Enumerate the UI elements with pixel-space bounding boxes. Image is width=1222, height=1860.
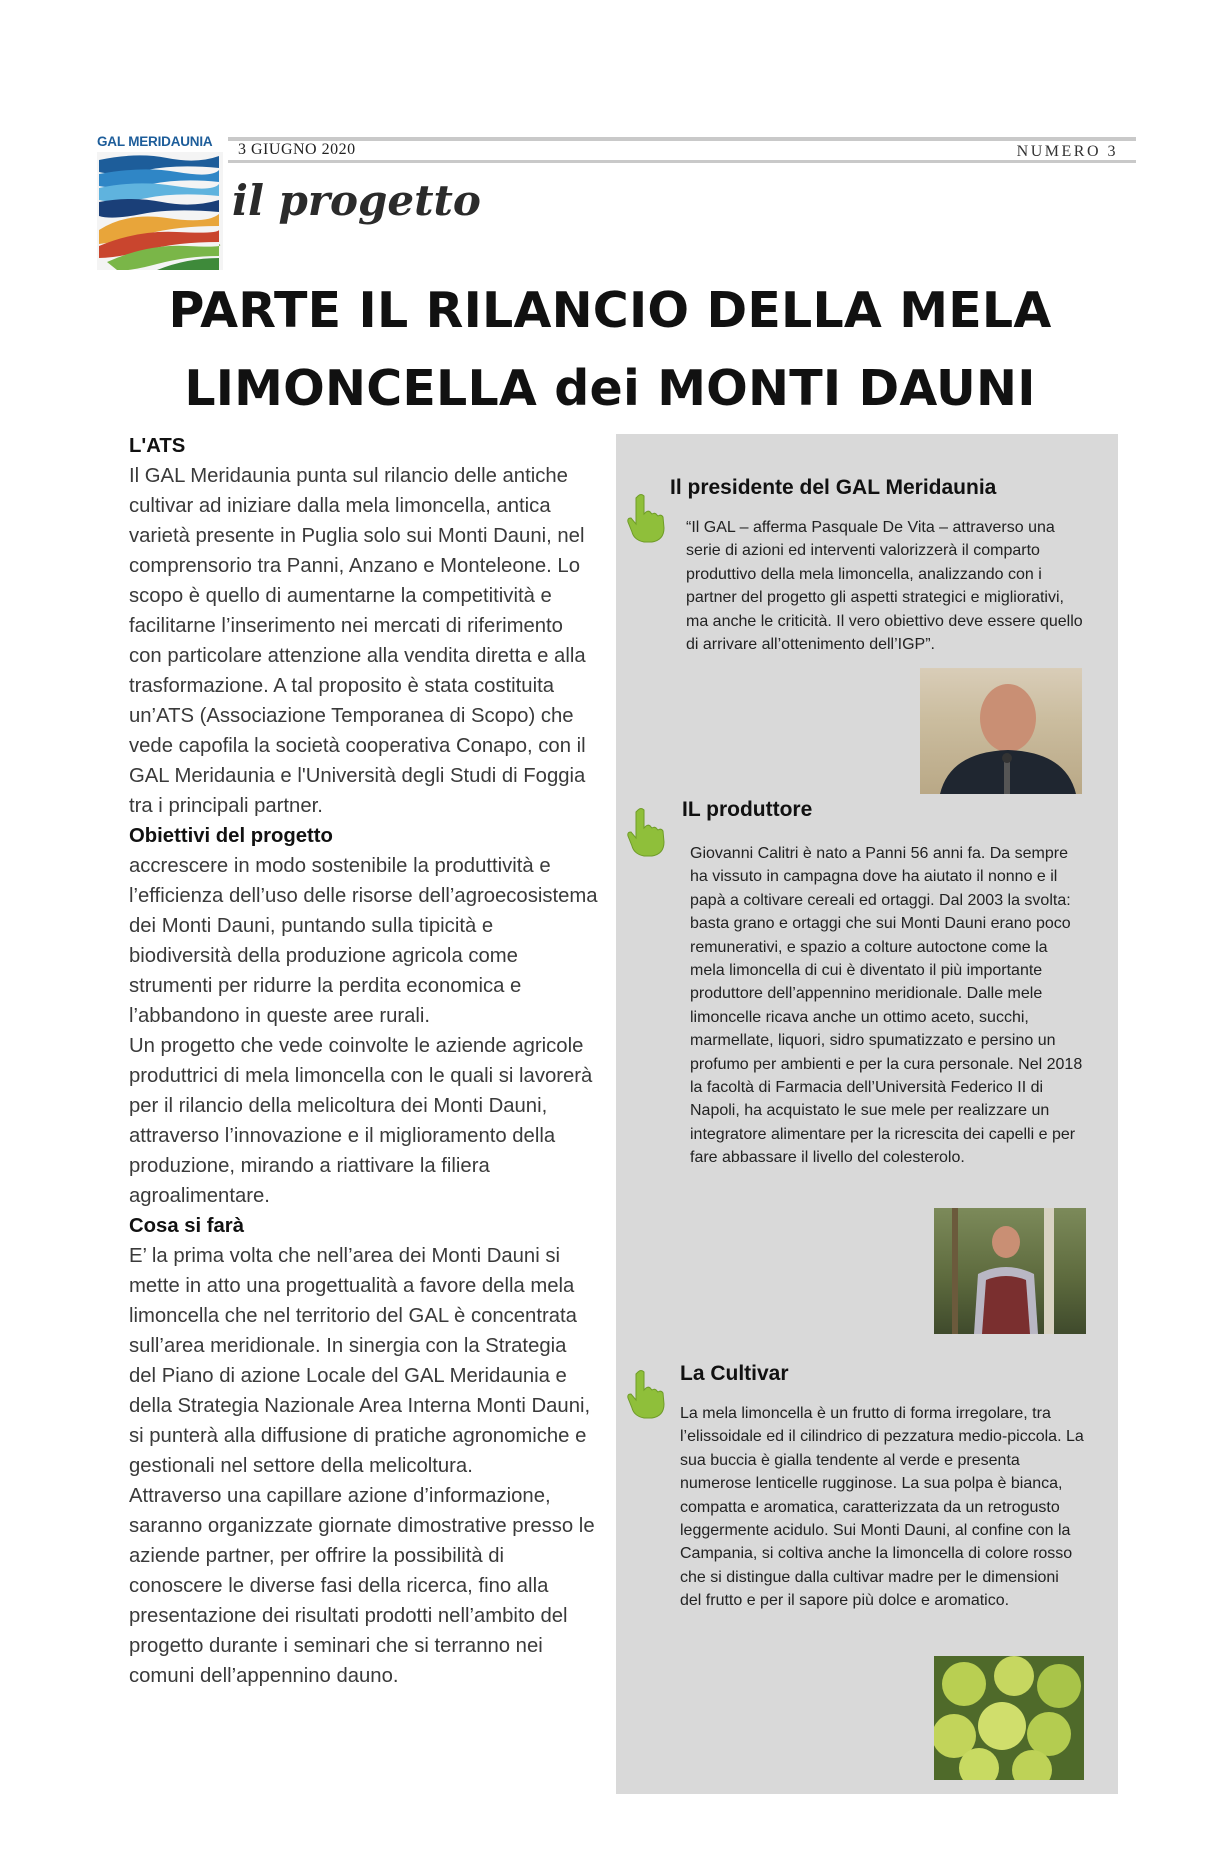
headline-line-2: LIMONCELLA dei MONTI DAUNI xyxy=(184,360,1036,417)
obiettivi-paragraph-2: Un progetto che vede coinvolte le aziende agricole produttrici di mela limoncella con le quali si lavorerà per il rilancio della melicoltura dei Monti Dauni, attraverso l’innovazione e il miglioramento della produzione, mirando a riattivare la filiera agroalimentare. xyxy=(129,1035,593,1207)
issue-number: NUMERO 3 xyxy=(1016,143,1118,160)
masthead-title: il progetto xyxy=(232,176,481,225)
cosa-paragraph-1: E’ la prima volta che nell’area dei Monti Dauni si mette in atto una progettualità a favore della mela limoncella che nel territorio del GAL è concentrata sull’area meridionale. In sinergia con la Strategia del Piano di azione Locale del GAL Meridaunia e della Strategia Nazionale Area Interna Monti Dauni, si punterà alla diffusione di pratiche agronomiche e gestionali nel settore della melicoltura. xyxy=(129,1245,591,1477)
header-rule-top xyxy=(228,137,1136,141)
presidente-photo xyxy=(920,668,1082,794)
pointing-hand-icon xyxy=(624,806,668,858)
gal-meridaunia-logo xyxy=(97,134,223,270)
section-heading-ats: L'ATS xyxy=(129,435,186,457)
main-headline xyxy=(110,272,1110,428)
headline-line-1: PARTE IL RILANCIO DELLA MELA xyxy=(168,282,1052,339)
pointing-hand-icon xyxy=(624,1368,668,1420)
obiettivi-paragraph-1: accrescere in modo sostenibile la produttività e l’efficienza dell’uso delle risorse dell’agroecosistema dei Monti Dauni, puntando sulla tipicità e biodiversità della produzione agricola come strumenti per ridurre la perdita economica e l’abbandono in queste aree rurali. xyxy=(129,855,598,1027)
presidente-heading: Il presidente del GAL Meridaunia xyxy=(670,476,997,499)
article-left-column xyxy=(129,431,599,1691)
produttore-text: Giovanni Calitri è nato a Panni 56 anni fa. Da sempre ha vissuto in campagna dove ha aiutato il nonno e il papà a coltivare cereali ed ortaggi. Dal 2003 la svolta: basta grano e ortaggi che sui Monti Dauni erano poco remunerativi, e spazio a colture autoctone come la mela limoncella di cui è diventato il più importante produttore dell’appennino meridionale. Dalle mele limoncelle ricava anche un ottimo aceto, succhi, marmellate, liquori, sidro spumatizzato e persino un profumo per ambienti e per la cura personale. Nel 2018 la facoltà di Farmacia dell’Università Federico II di Napoli, ha acquistato le sue mele per realizzare un integratore alimentare per la ricrescita dei capelli e per fare abbassare il livello del colesterolo. xyxy=(690,845,1083,1167)
cultivar-heading: La Cultivar xyxy=(680,1362,789,1385)
section-heading-obiettivi: Obiettivi del progetto xyxy=(129,825,333,847)
section-heading-cosa-si-fara: Cosa si farà xyxy=(129,1215,244,1237)
cultivar-text: La mela limoncella è un frutto di forma irregolare, tra l’elissoidale ed il cilindrico di pezzatura medio-piccola. La sua buccia è gialla tendente al verde e presenta numerose lenticelle rugginose. La sua polpa è bianca, compatta e aromatica, caratterizzata da un retrogusto leggermente acidulo. Sui Monti Dauni, al confine con la Campania, si coltiva anche la limoncella di colore rosso che si distingue dalla cultivar madre per le dimensioni del frutto e per il sapore più dolce e aromatico. xyxy=(680,1405,1084,1610)
apples-photo xyxy=(934,1656,1084,1780)
produttore-photo xyxy=(934,1208,1086,1334)
header-rule-bottom xyxy=(228,160,1136,163)
issue-date: 3 GIUGNO 2020 xyxy=(238,141,356,158)
cosa-paragraph-2: Attraverso una capillare azione d’informazione, saranno organizzate giornate dimostrative presso le aziende partner, per offrire la possibilità di conoscere le diverse fasi della ricerca, fino alla presentazione dei risultati prodotti nell’ambito del progetto durante i seminari che si terranno nei comuni dell’appennino dauno. xyxy=(129,1485,595,1687)
logo-landscape-icon xyxy=(97,134,223,270)
presidente-quote: “Il GAL – afferma Pasquale De Vita – attraverso una serie di azioni ed interventi valorizzerà il comparto produttivo della mela limoncella, analizzando con i partner del progetto gli aspetti strategici e migliorativi, ma anche le criticità. Il vero obiettivo deve essere quello di arrivare all’ottenimento dell’IGP”. xyxy=(686,519,1083,654)
produttore-heading: IL produttore xyxy=(682,798,813,821)
sidebar-panel xyxy=(616,434,1118,1794)
logo-text: GAL MERIDAUNIA xyxy=(97,134,213,149)
pointing-hand-icon xyxy=(624,492,668,544)
ats-paragraph: Il GAL Meridaunia punta sul rilancio delle antiche cultivar ad iniziare dalla mela limoncella, antica varietà presente in Puglia solo sui Monti Dauni, nel comprensorio tra Panni, Anzano e Monteleone. Lo scopo è quello di aumentarne la competitività e facilitarne l’inserimento nei mercati di riferimento con particolare attenzione alla vendita diretta e alla trasformazione. A tal proposito è stata costituita un’ATS (Associazione Temporanea di Scopo) che vede capofila la società cooperativa Conapo, con il GAL Meridaunia e l'Università degli Studi di Foggia tra i principali partner. xyxy=(129,465,586,817)
